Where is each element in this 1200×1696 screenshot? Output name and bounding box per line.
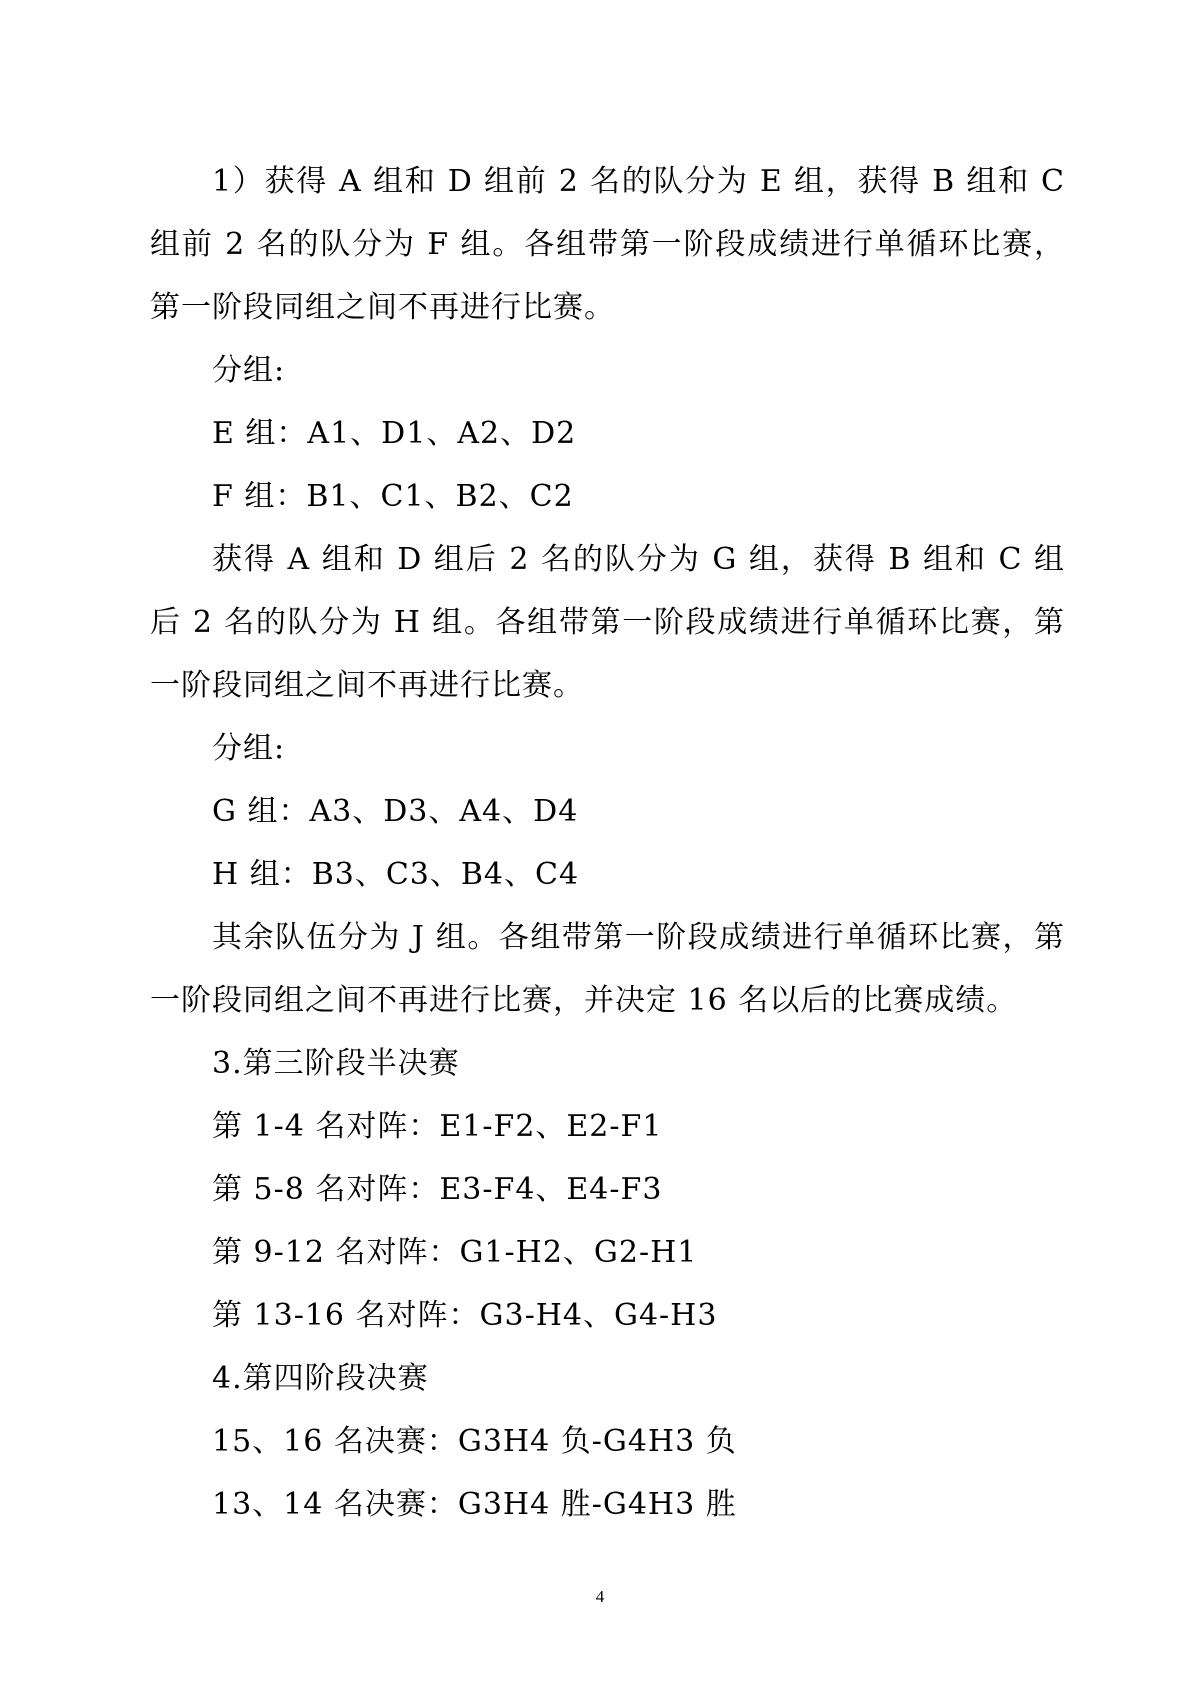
group-e-line: E 组：A1、D1、A2、D2: [212, 416, 577, 451]
group-h-line: H 组：B3、C3、B4、C4: [212, 857, 580, 892]
stage3-matchup-3: 第 9-12 名对阵：G1-H2、G2-H1: [212, 1235, 698, 1270]
paragraph-group-j: 其余队伍分为 J 组。各组带第一阶段成绩进行单循环比赛，第一阶段同组之间不再进行比赛，并决定 16 名以后的比赛成绩。: [150, 920, 1065, 1018]
grouping-label: 分组:: [212, 353, 286, 388]
stage3-heading: 3.第三阶段半决赛: [212, 1046, 460, 1081]
stage4-final-2: 13、14 名决赛：G3H4 胜-G4H3 胜: [212, 1487, 737, 1522]
paragraph-groups-e-f: 1）获得 A 组和 D 组前 2 名的队分为 E 组，获得 B 组和 C 组前 2 名的队分为 F 组。各组带第一阶段成绩进行单循环比赛，第一阶段同组之间不再进行比赛。: [150, 164, 1065, 325]
stage3-matchup-4: 第 13-16 名对阵：G3-H4、G4-H3: [212, 1298, 718, 1333]
page-number: 4: [595, 1587, 605, 1606]
stage3-matchup-2: 第 5-8 名对阵：E3-F4、E4-F3: [212, 1172, 663, 1207]
stage3-matchup-1: 第 1-4 名对阵：E1-F2、E2-F1: [212, 1109, 663, 1144]
group-g-line: G 组：A3、D3、A4、D4: [212, 794, 579, 829]
group-f-line: F 组：B1、C1、B2、C2: [212, 479, 574, 514]
stage4-final-1: 15、16 名决赛：G3H4 负-G4H3 负: [212, 1424, 737, 1459]
paragraph-groups-g-h: 获得 A 组和 D 组后 2 名的队分为 G 组，获得 B 组和 C 组后 2 名的队分为 H 组。各组带第一阶段成绩进行单循环比赛，第一阶段同组之间不再进行比赛。: [150, 542, 1065, 703]
stage4-heading: 4.第四阶段决赛: [212, 1361, 429, 1396]
document-page: [150, 150, 1065, 1536]
grouping-label: 分组:: [212, 731, 286, 766]
